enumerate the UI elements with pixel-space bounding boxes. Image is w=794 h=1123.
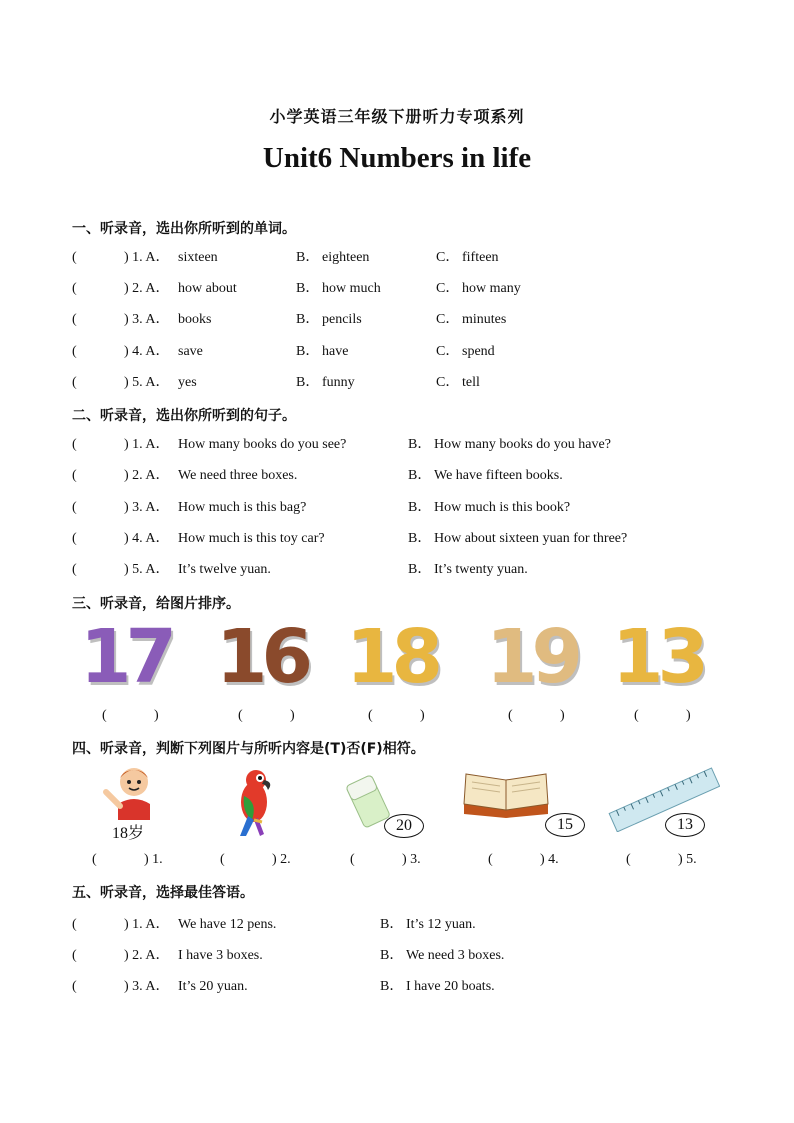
option-c-label: C． [436,344,460,359]
option-b: How about sixteen yuan for three? [434,531,628,546]
question-number: ) 1. A． [124,437,170,452]
answer-blank-open: ( [72,281,77,296]
question-row [72,915,632,935]
answer-blank-open: ( [92,852,97,867]
answer-blank-open: ( [350,852,355,867]
answer-blank-close: ) [420,708,425,723]
option-c-label: C． [436,312,460,327]
question-row [72,946,632,966]
option-c-label: C． [436,281,460,296]
answer-blank-open: ( [72,917,77,932]
option-c: minutes [462,312,507,327]
option-b-label: B． [408,562,432,577]
number-picture-text: 17 [80,614,171,700]
option-c-label: C． [436,250,460,265]
option-a: It’s twelve yuan. [178,562,271,577]
page-subtitle: 小学英语三年级下册听力专项系列 [269,107,525,126]
answer-blank-open: ( [508,708,513,723]
option-b-label: B． [380,917,404,932]
option-a: It’s 20 yuan. [178,979,248,994]
picture-number: ) 1. [144,852,163,867]
option-b: have [322,344,349,359]
option-a: sixteen [178,250,218,265]
question-row [72,529,692,549]
answer-blank-close: ) [154,708,159,723]
option-b: How much is this book? [434,500,571,515]
option-b-label: B． [408,500,432,515]
question-number: ) 3. A． [124,312,170,327]
page-title: Unit6 Numbers in life [262,142,532,174]
option-a: how about [178,281,237,296]
picture-number: ) 3. [402,852,421,867]
section4-heading: 四、听录音，判断下列图片与所听内容是(T)否(F)相符。 [72,741,425,757]
question-row [72,498,692,518]
option-b-label: B． [408,468,432,483]
section5-heading: 五、听录音，选择最佳答语。 [72,885,254,901]
answer-blank-close: ) [290,708,295,723]
number-picture [612,614,722,700]
book-price-badge: 15 [545,813,585,837]
option-a: books [178,312,212,327]
option-c: fifteen [462,250,499,265]
answer-blank-open: ( [238,708,243,723]
question-number: ) 1. A． [124,250,170,265]
option-c: tell [462,375,480,390]
option-c: how many [462,281,521,296]
answer-blank-open: ( [72,344,77,359]
option-b: How many books do you have? [434,437,611,452]
option-b: It’s twenty yuan. [434,562,528,577]
question-row [72,435,692,455]
eraser-price-badge: 20 [384,814,424,838]
question-row [72,342,632,362]
answer-blank-open: ( [72,468,77,483]
answer-blank-open: ( [72,500,77,515]
option-a: save [178,344,203,359]
answer-blank-open: ( [72,375,77,390]
question-row [72,373,632,393]
answer-blank-open: ( [488,852,493,867]
option-b-label: B． [296,312,320,327]
number-picture-text: 13 [612,614,703,700]
book-picture [460,766,552,818]
question-number: ) 2. A． [124,948,170,963]
option-a: I have 3 boxes. [178,948,263,963]
question-number: ) 2. A． [124,468,170,483]
option-a: yes [178,375,197,390]
boy-age-label: 18岁 [112,825,145,842]
option-b: We need 3 boxes. [406,948,505,963]
answer-blank-open: ( [72,312,77,327]
option-b-label: B． [380,948,404,963]
question-number: ) 3. A． [124,500,170,515]
question-number: ) 2. A． [124,281,170,296]
number-picture-text: 16 [216,614,307,700]
number-picture-text: 19 [486,614,577,700]
option-b: I have 20 boats. [406,979,495,994]
section3-heading: 三、听录音，给图片排序。 [72,596,240,612]
number-picture [80,614,190,700]
answer-blank-open: ( [72,250,77,265]
option-b: how much [322,281,381,296]
option-b: It’s 12 yuan. [406,917,476,932]
option-b-label: B． [296,281,320,296]
question-number: ) 3. A． [124,979,170,994]
option-a: How many books do you see? [178,437,347,452]
option-c-label: C． [436,375,460,390]
answer-blank-open: ( [72,437,77,452]
option-b-label: B． [408,437,432,452]
picture-number: ) 2. [272,852,291,867]
answer-blank-open: ( [72,979,77,994]
picture-number: ) 5. [678,852,697,867]
number-picture [216,614,326,700]
answer-blank-close: ) [686,708,691,723]
boy-picture [100,764,160,820]
option-b-label: B． [296,344,320,359]
question-row [72,977,632,997]
picture-number: ) 4. [540,852,559,867]
number-picture-text: 18 [346,614,437,700]
option-a: How much is this toy car? [178,531,325,546]
question-row [72,560,692,580]
question-number: ) 4. A． [124,344,170,359]
question-row [72,248,632,268]
section2-heading: 二、听录音，选出你所听到的句子。 [72,408,296,424]
answer-blank-open: ( [102,708,107,723]
option-a: How much is this bag? [178,500,307,515]
option-c: spend [462,344,495,359]
option-a: We need three boxes. [178,468,298,483]
question-number: ) 5. A． [124,375,170,390]
answer-blank-close: ) [560,708,565,723]
option-b: eighteen [322,250,370,265]
ruler-price-badge: 13 [665,813,705,837]
option-b: funny [322,375,355,390]
option-b: pencils [322,312,362,327]
answer-blank-open: ( [634,708,639,723]
number-picture [486,614,596,700]
option-a: We have 12 pens. [178,917,277,932]
option-b-label: B． [296,250,320,265]
answer-blank-open: ( [72,531,77,546]
answer-blank-open: ( [72,948,77,963]
answer-blank-open: ( [626,852,631,867]
number-picture [346,614,456,700]
parrot-picture [232,766,280,838]
question-row [72,310,632,330]
question-number: ) 4. A． [124,531,170,546]
option-b-label: B． [296,375,320,390]
question-row [72,466,692,486]
option-b: We have fifteen books. [434,468,563,483]
answer-blank-open: ( [72,562,77,577]
option-b-label: B． [380,979,404,994]
section1-heading: 一、听录音，选出你所听到的单词。 [72,221,296,237]
option-b-label: B． [408,531,432,546]
question-number: ) 5. A． [124,562,170,577]
answer-blank-open: ( [368,708,373,723]
question-row [72,279,632,299]
question-number: ) 1. A． [124,917,170,932]
answer-blank-open: ( [220,852,225,867]
